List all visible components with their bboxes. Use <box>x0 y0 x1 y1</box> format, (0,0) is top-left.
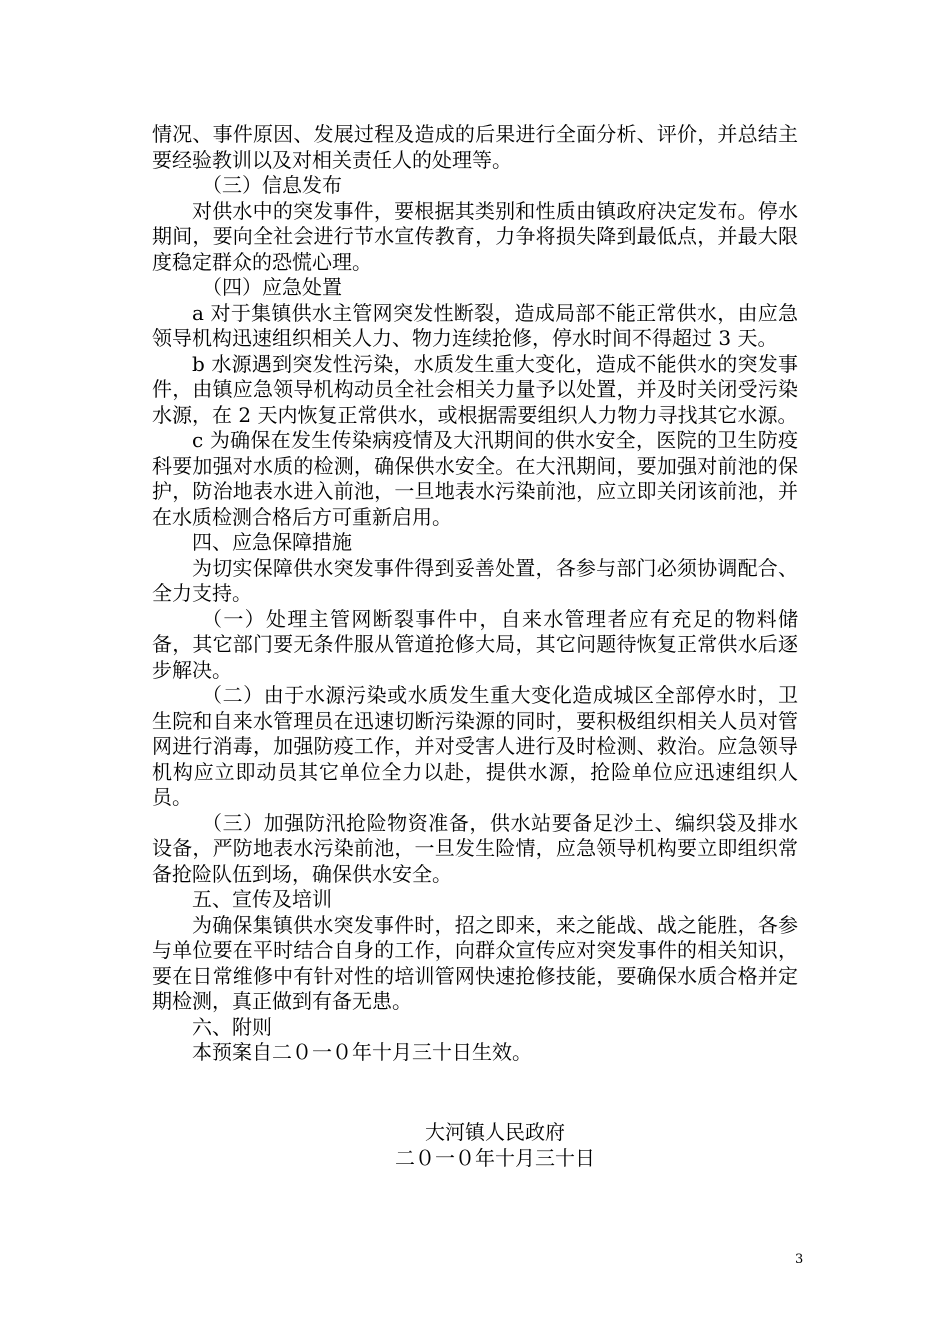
paragraph-publicity-training: 为确保集镇供水突发事件时，招之即来，来之能战、战之能胜，各参与单位要在平时结合自身的工作，向群众宣传应对突发事件的相关知识，要在日常维修中有针对性的培训管网快速抢修技能，要确保水质合格并定期检测，真正做到有备无患。 <box>152 912 798 1013</box>
paragraph-guarantee-intro: 为切实保障供水突发事件得到妥善处置，各参与部门必须协调配合、全力支持。 <box>152 555 798 605</box>
heading-appendix: 六、附则 <box>192 1014 272 1039</box>
heading-guarantee-measures: 四、应急保障措施 <box>192 530 352 554</box>
paragraph-info-release: 对供水中的突发事件，要根据其类别和性质由镇政府决定发布。停水期间，要向全社会进行节水宣传教育，力争将损失降到最低点，并最大限度稳定群众的恐慌心理。 <box>152 198 798 274</box>
signature-organization: 大河镇人民政府 <box>425 1120 565 1144</box>
signature-block <box>0 1120 950 1171</box>
document-body <box>152 122 798 1066</box>
heading-publicity-training: 五、宣传及培训 <box>192 887 332 911</box>
paragraph-guarantee-3: （三）加强防汛抢险物资准备，供水站要备足沙土、编织袋及排水设备，严防地表水污染前池，一旦发生险情，应急领导机构要立即组织常备抢险队伍到场，确保供水安全。 <box>152 810 798 886</box>
paragraph-guarantee-2: （二）由于水源污染或水质发生重大变化造成城区全部停水时，卫生院和自来水管理员在迅速切断污染源的同时，要积极组织相关人员对管网进行消毒，加强防疫工作，并对受害人进行及时检测、救治。应急领导机构应立即动员其它单位全力以赴，提供水源，抢险单位应迅速组织人员。 <box>152 683 798 809</box>
heading-emergency-handling: （四）应急处置 <box>202 275 342 299</box>
paragraph-guarantee-1: （一）处理主管网断裂事件中，自来水管理者应有充足的物料储备，其它部门要无条件服从管道抢修大局，其它问题待恢复正常供水后逐步解决。 <box>152 606 798 682</box>
paragraph-effective-date: 本预案自二０一０年十月三十日生效。 <box>192 1040 532 1064</box>
signature-date: 二０一０年十月三十日 <box>395 1145 595 1170</box>
paragraph-handling-c: c 为确保在发生传染病疫情及大汛期间的供水安全，医院的卫生防疫科要加强对水质的检测，确保供水安全。在大汛期间，要加强对前池的保护，防治地表水进入前池，一旦地表水污染前池，应立即关闭该前池，并在水质检测合格后方可重新启用。 <box>152 428 798 529</box>
paragraph-handling-b: b 水源遇到突发性污染，水质发生重大变化，造成不能供水的突发事件，由镇应急领导机构动员全社会相关力量予以处置，并及时关闭受污染水源，在 2 天内恢复正常供水，或根据需要组织人力物力寻找其它水源。 <box>152 351 798 427</box>
page-number: 3 <box>795 1252 804 1267</box>
paragraph-handling-a: a 对于集镇供水主管网突发性断裂，造成局部不能正常供水，由应急领导机构迅速组织相关人力、物力连续抢修，停水时间不得超过 3 天。 <box>152 300 798 350</box>
paragraph-continuation: 情况、事件原因、发展过程及造成的后果进行全面分析、评价，并总结主要经验教训以及对相关责任人的处理等。 <box>152 122 798 172</box>
heading-info-release: （三）信息发布 <box>202 173 342 197</box>
